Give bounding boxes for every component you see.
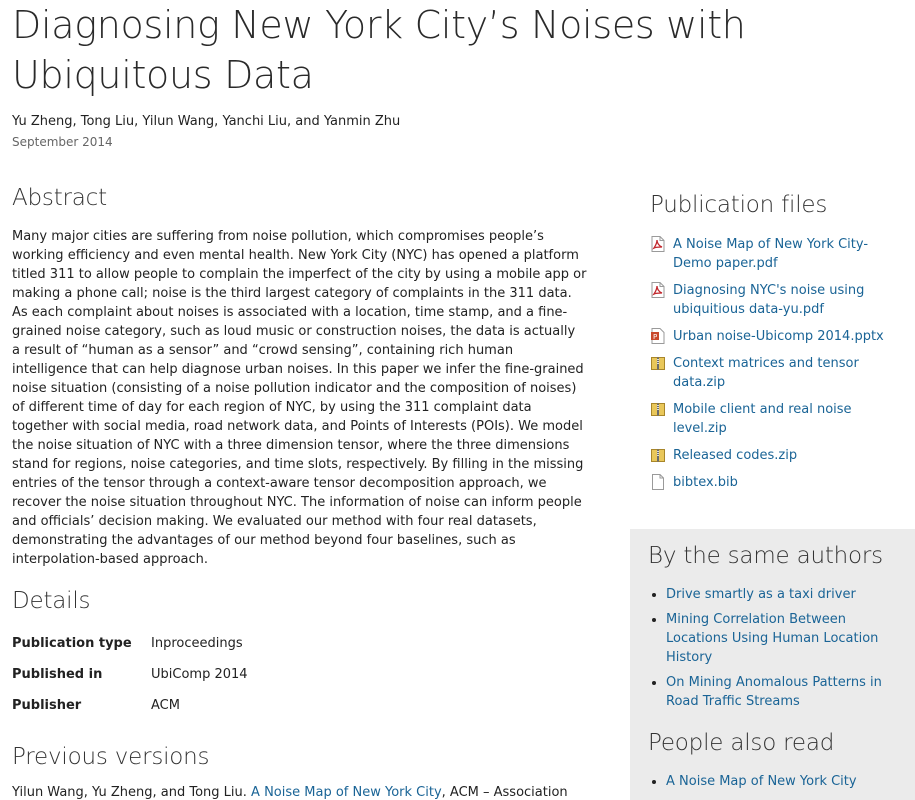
details-heading: Details <box>12 588 91 614</box>
list-item <box>666 610 896 667</box>
page-title: Diagnosing New York City’s Noises with Ubiquitous Data <box>12 3 746 97</box>
citation-authors: Yilun Wang, Yu Zheng, and Tong Liu. <box>12 785 252 800</box>
related-link[interactable]: Drive smartly as a taxi driver <box>666 587 856 602</box>
file-link[interactable]: Urban noise-Ubicomp 2014.pptx <box>673 329 884 344</box>
detail-key: Publisher <box>12 698 82 713</box>
svg-text:P: P <box>653 333 658 341</box>
zip-icon <box>650 401 666 417</box>
related-link[interactable]: Mining Correlation Between Locations Using Human Location History <box>666 612 879 665</box>
previous-version-link[interactable]: A Noise Map of New York City <box>251 785 442 800</box>
file-link[interactable]: Diagnosing NYC's noise using ubiquitious data-yu.pdf <box>673 283 865 317</box>
file-link[interactable]: bibtex.bib <box>673 475 738 490</box>
previous-versions-heading: Previous versions <box>12 744 210 770</box>
file-link[interactable]: A Noise Map of New York City-Demo paper.pdf <box>673 237 869 271</box>
abstract-heading: Abstract <box>12 185 107 211</box>
file-item <box>650 354 890 392</box>
pdf-icon <box>650 236 666 252</box>
citation-publisher: , ACM – Association <box>441 785 568 800</box>
file-item <box>650 473 890 492</box>
file-link[interactable]: Context matrices and tensor data.zip <box>673 356 859 390</box>
list-item <box>666 772 896 791</box>
file-link[interactable]: Mobile client and real noise level.zip <box>673 402 852 436</box>
detail-key: Published in <box>12 667 103 682</box>
publication-files-list <box>650 235 890 500</box>
file-icon <box>650 474 666 490</box>
pptx-icon <box>650 328 666 344</box>
list-item <box>666 673 896 711</box>
abstract-text: Many major cities are suffering from noise pollution, which compromises people’s working efficiency and even mental health. New York City (NYC) has opened a platform titled 311 to allow people to complain the imperfect of the city by using a mobile app or making a phone call; noise is the third largest category of complaints in the 311 data. As each complaint about noises is associated with a location, time stamp, and a fine-grained noise category, such as loud music or construction noises, the data is actually a result of “human as a sensor” and “crowd sensing”, containing rich human intelligence that can help diagnose urban noises. In this paper we infer the fine-grained noise situation (consisting of a noise pollution indicator and the composition of noises) of different time of day for each region of NYC, by using the 311 complaint data together with social media, road network data, and Points of Interests (POIs). We model the noise situation of NYC with a three dimension tensor, where the three dimensions stand for regions, noise categories, and time slots, respectively. By filling in the missing entries of the tensor through a context-aware tensor decomposition approach, we recover the noise situation throughout NYC. The information of noise can inform people and officials’ decision making. We evaluated our method with four real datasets, demonstrating the advantages of our method beyond four baselines, such as interpolation-based approach. <box>12 229 587 567</box>
list-item <box>666 585 896 604</box>
file-item <box>650 327 890 346</box>
detail-value: ACM <box>151 698 180 713</box>
same-authors-list <box>666 585 896 717</box>
detail-value: UbiComp 2014 <box>151 667 248 682</box>
file-item <box>650 235 890 273</box>
detail-value: Inproceedings <box>151 636 243 651</box>
people-also-read-heading: People also read <box>648 730 835 756</box>
pdf-icon <box>650 282 666 298</box>
zip-icon <box>650 447 666 463</box>
authors: Yu Zheng, Tong Liu, Yilun Wang, Yanchi Liu, and Yanmin Zhu <box>12 114 401 129</box>
publication-date: September 2014 <box>12 135 113 149</box>
zip-icon <box>650 355 666 371</box>
file-item <box>650 400 890 438</box>
publication-files-heading: Publication files <box>650 192 828 218</box>
detail-key: Publication type <box>12 636 132 651</box>
related-link[interactable]: A Noise Map of New York City <box>666 774 857 789</box>
previous-version-citation <box>12 785 568 800</box>
file-item <box>650 281 890 319</box>
people-also-read-list <box>666 772 896 791</box>
related-link[interactable]: On Mining Anomalous Patterns in Road Traffic Streams <box>666 675 882 709</box>
file-link[interactable]: Released codes.zip <box>673 448 798 463</box>
file-item <box>650 446 890 465</box>
same-authors-heading: By the same authors <box>648 543 883 569</box>
